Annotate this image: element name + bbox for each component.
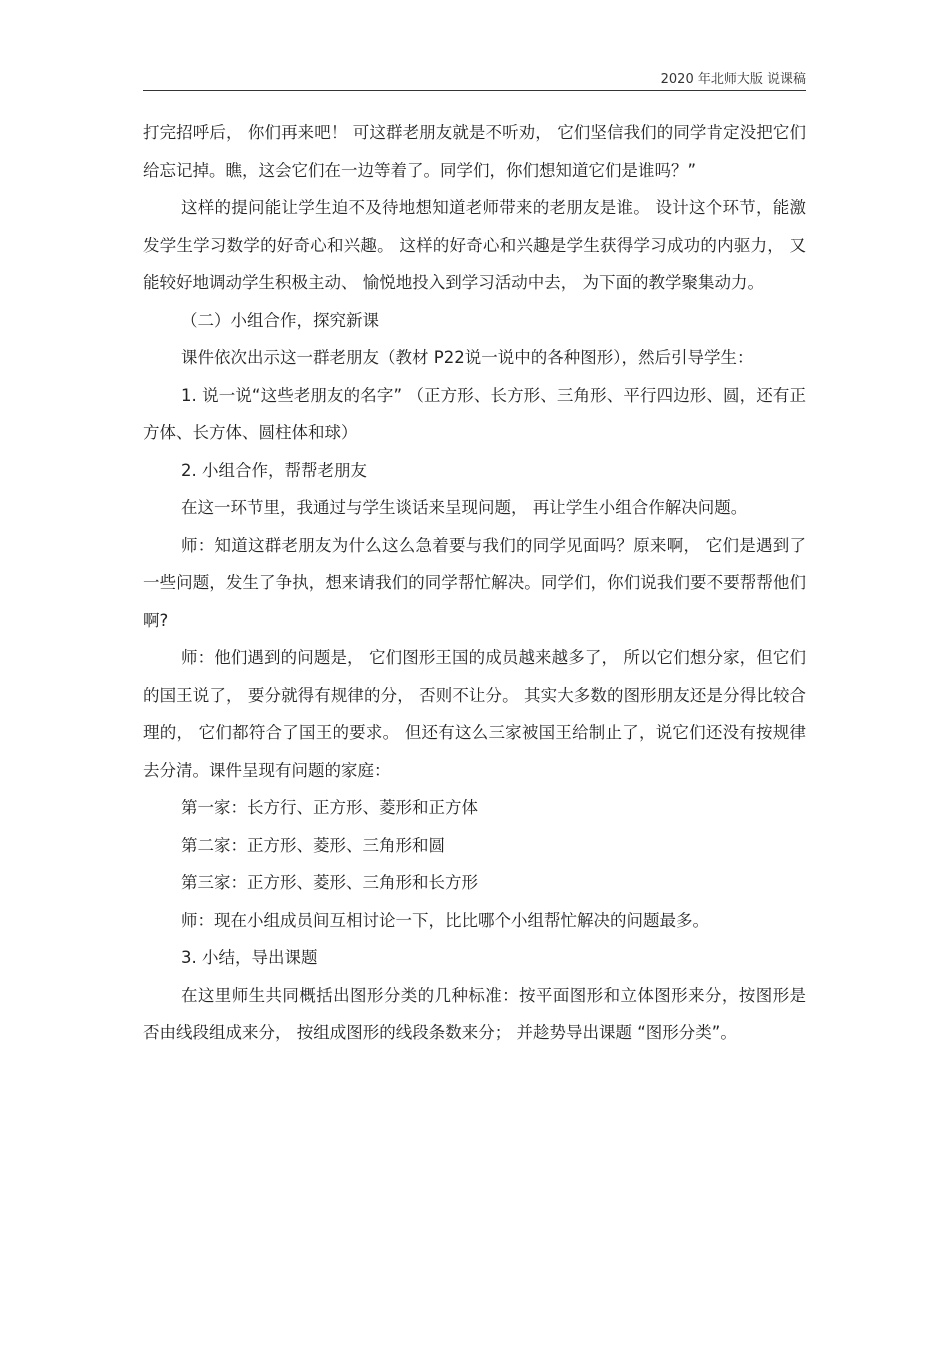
family-3: 第三家：正方形、菱形、三角形和长方形 xyxy=(181,873,478,892)
family-2: 第二家：正方形、菱形、三角形和圆 xyxy=(181,835,445,855)
paragraph-2: 这样的提问能让学生迫不及待地想知道老师带来的老朋友是谁。 设计这个环节，能激发学生学习数学的好奇心和兴趣。 这样的好奇心和兴趣是学生获得学习成功的内驱力， 又能较好地调动学生积极主动、 愉悦地投入到学习活动中去， 为下面的教学聚集动力。 xyxy=(143,198,806,292)
paragraph-1: 打完招呼后， 你们再来吧！ 可这群老朋友就是不听劝， 它们坚信我们的同学肯定没把它们给忘记掉。瞧，这会它们在一边等着了。同学们，你们想知道它们是谁吗？” xyxy=(143,123,806,180)
header-title: 2020 年北师大版 说课稿 xyxy=(660,72,806,87)
document-body xyxy=(143,114,806,1052)
teacher-line-3: 师：现在小组成员间互相讨论一下，比比哪个小组帮忙解决的问题最多。 xyxy=(181,910,709,930)
section-heading-2: （二）小组合作，探究新课 xyxy=(181,310,379,330)
page-header xyxy=(143,66,806,91)
step-3: 3. 小结，导出课题 xyxy=(181,948,318,967)
step-2: 2. 小组合作，帮帮老朋友 xyxy=(181,460,367,480)
paragraph-15: 在这里师生共同概括出图形分类的几种标准：按平面图形和立体图形来分，按图形是否由线段组成来分， 按组成图形的线段条数来分； 并趁势导出课题 “图形分类”。 xyxy=(143,985,806,1042)
teacher-line-1: 师：知道这群老朋友为什么这么急着要与我们的同学见面吗？原来啊， 它们是遇到了一些问题，发生了争执，想来请我们的同学帮忙解决。同学们，你们说我们要不要帮帮他们啊? xyxy=(143,535,806,630)
step-1: 1. 说一说“这些老朋友的名字” （正方形、长方形、三角形、平行四边形、圆，还有正方体、长方体、圆柱体和球） xyxy=(143,385,806,442)
teacher-line-2: 师：他们遇到的问题是， 它们图形王国的成员越来越多了， 所以它们想分家，但它们的国王说了， 要分就得有规律的分， 否则不让分。 其实大多数的图形朋友还是分得比较合理的， 它们都符合了国王的要求。 但还有这么三家被国王给制止了，说它们还没有按规律去分清。课件呈现有问题的家庭： xyxy=(143,648,806,780)
paragraph-4: 课件依次出示这一群老朋友（教材 P22说一说中的各种图形），然后引导学生： xyxy=(181,348,754,367)
family-1: 第一家：长方行、正方形、菱形和正方体 xyxy=(181,798,478,817)
paragraph-7: 在这一环节里，我通过与学生谈话来呈现问题， 再让学生小组合作解决问题。 xyxy=(181,498,748,517)
